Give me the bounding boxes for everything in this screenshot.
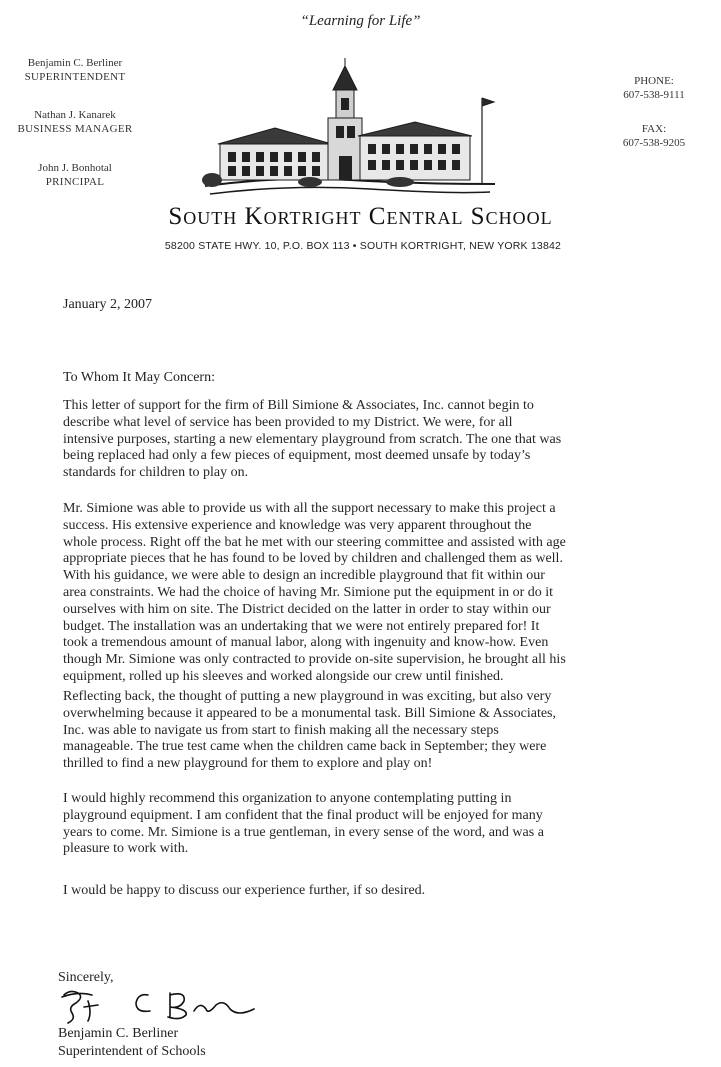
contact-phone: [604, 74, 704, 102]
fax-label: FAX:: [641, 123, 667, 135]
text-line: budget. The installation was an undertaking that we were not entirely prepared for! It: [63, 618, 540, 634]
staff-name: Benjamin C. Berliner: [27, 57, 123, 69]
text-line: area constraints. We had the choice of having Mr. Simione put the equipment in or do it: [63, 584, 554, 600]
phone-label: PHONE:: [634, 75, 674, 87]
staff-business-manager: [0, 108, 150, 136]
phone-number: 607-538-9111: [623, 89, 685, 101]
text-line: With his guidance, we were able to design an incredible playground that fit within our: [63, 568, 545, 584]
signer-title: Superintendent of Schools: [58, 1044, 206, 1059]
text-line: whole process. Right off the bat he met with our steering committee and assisted with age: [63, 534, 566, 550]
text-line: This letter of support for the firm of Bill Simione & Associates, Inc. cannot begin to: [63, 398, 534, 413]
staff-role: BUSINESS MANAGER: [17, 123, 133, 135]
letterhead-motto: “Learning for Life”: [300, 13, 421, 29]
school-building-illustration-icon: [200, 58, 500, 203]
letter-paragraph-2: [63, 501, 663, 686]
staff-name: Nathan J. Kanarek: [34, 109, 116, 121]
staff-name: John J. Bonhotal: [38, 162, 112, 174]
text-line: success. His extensive experience and knowledge was very apparent throughout the: [63, 517, 532, 533]
staff-principal: [0, 161, 150, 189]
text-line: years to come. Mr. Simione is a true gentleman, in every sense of the word, and was a: [63, 824, 544, 840]
text-line: Mr. Simione was able to provide us with all the support necessary to make this project a: [63, 501, 556, 516]
text-line: appropriate pieces that he has found to be loved by children and challenged them as well.: [63, 551, 563, 567]
text-line: standards for children to play on.: [63, 465, 249, 481]
staff-role: SUPERINTENDENT: [24, 71, 126, 83]
letter-paragraph-4: [63, 791, 663, 858]
contact-fax: [604, 122, 704, 150]
text-line: ourselves with him on site. The District decided on the latter in order to stay within our: [63, 601, 551, 617]
text-line: pleasure to work with.: [63, 841, 189, 857]
text-line: overwhelming because it appeared to be a monumental task. Bill Simione & Associates,: [63, 705, 556, 721]
handwritten-signature-icon: [58, 983, 278, 1027]
letter-date: January 2, 2007: [63, 297, 153, 312]
text-line: took a tremendous amount of manual labor, along with ingenuity and know-how. Even: [63, 635, 549, 651]
letter-paragraph-5: [63, 883, 663, 900]
text-line: Reflecting back, the thought of putting a new playground in was exciting, but also very: [63, 689, 552, 704]
school-address: 58200 STATE HWY. 10, P.O. BOX 113 • SOUTH KORTRIGHT, NEW YORK 13842: [164, 240, 562, 252]
text-line: I would highly recommend this organization to anyone contemplating putting in: [63, 791, 512, 806]
letter-paragraph-1: [63, 398, 663, 482]
text-line: thrilled to find a new playground for them to explore and play on!: [63, 756, 433, 772]
text-line: manageable. The true test came when the children came back in September; they were: [63, 739, 547, 755]
letter-closing: Sincerely,: [58, 970, 114, 985]
letter-paragraph-3: [63, 689, 663, 773]
letter-salutation: To Whom It May Concern:: [63, 370, 215, 385]
staff-superintendent: [0, 56, 150, 84]
text-line: describe what level of service has been provided to my District. We were, for all: [63, 414, 513, 430]
text-line: intensive purposes, starting a new elementary playground from scratch. The one that was: [63, 431, 562, 447]
school-name: South Kortright Central School: [168, 203, 553, 230]
fax-number: 607-538-9205: [622, 137, 686, 149]
text-line: equipment, rolled up his sleeves and worked alongside our crew until finished.: [63, 668, 504, 684]
text-line: playground equipment. I am confident that the final product will be enjoyed for many: [63, 807, 543, 823]
text-line: I would be happy to discuss our experience further, if so desired.: [63, 883, 426, 898]
text-line: being replaced had only a few pieces of equipment, most deemed unsafe by today’s: [63, 448, 531, 464]
text-line: though Mr. Simione was only contracted to provide on-site supervision, he brought all his: [63, 652, 566, 668]
staff-role: PRINCIPAL: [45, 176, 105, 188]
signer-name: Benjamin C. Berliner: [58, 1026, 179, 1041]
text-line: Inc. was able to navigate us from start to finish making all the necessary steps: [63, 722, 499, 738]
